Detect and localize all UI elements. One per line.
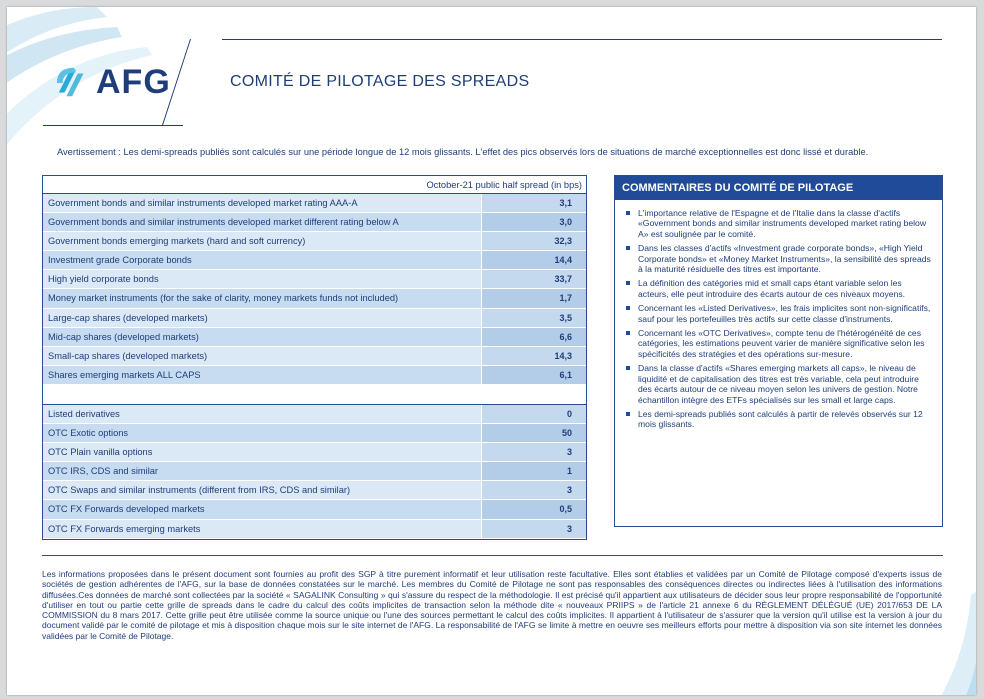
comment-item: L'importance relative de l'Espagne et de l'Italie dans la classe d'actifs «Government bonds and similar instruments developed market rating below A» est soulignée par le comité. [623, 208, 934, 239]
row-value: 50 [481, 424, 586, 442]
afg-logo [55, 63, 171, 102]
row-value: 6,6 [481, 328, 586, 346]
row-label: Government bonds emerging markets (hard and soft currency) [43, 232, 481, 250]
row-value: 3,5 [481, 309, 586, 327]
row-value: 1,7 [481, 289, 586, 307]
disclaimer-text: Les informations proposées dans le présent document sont fournies au profit des SGP à titre purement informatif et leur utilisation reste facultative. Elles sont établies et validées par un Comité de Pilotage composé d'experts issus de sociétés de gestion adhérentes de l'AFG, sur la base de données constatées sur le marché. Les membres du Comité de Pilotage ne sont pas responsables des conséquences directes ou indirectes liées à l'utilisation des informations diffusées.Ces données de marché sont collectées par la société « SAGALINK Consulting » qui s'assure du respect de la méthodologie. Il est précisé qu'il appartient aux utilisateurs de décider sous leur propre responsabilité de l'opportunité d'utiliser en tout ou partie cette grille de spreads dans le cadre du calcul des coûts implicites de transaction selon la méthode dite « nouveaux PRIIPS » de l'article 21 annexe 6 du RÈGLEMENT DÉLÉGUÉ (UE) 2017/653 DE LA COMMISSION du 8 mars 2017. Cette grille peut être utilisée comme la source unique ou l'une des sources permettant le calcul des coûts implicites. Il appartient à l'utilisateur de s'assurer que la version qu'il utilise est la version à jour du document validé par le comité de pilotage et mis à disposition chaque mois sur le site internet de l'AFG. La responsabilité de l'AFG se limite à mettre en oeuvre ses meilleurs efforts pour mettre à disposition via son site internet les données validées par le Comité de Pilotage. [42, 569, 942, 641]
table-row [43, 520, 586, 539]
table-row [43, 251, 586, 270]
table-row [43, 500, 586, 519]
row-label: Listed derivatives [43, 405, 481, 423]
header-rule [222, 39, 942, 40]
row-label: OTC IRS, CDS and similar [43, 462, 481, 480]
page-title: COMITÉ DE PILOTAGE DES SPREADS [230, 73, 530, 90]
comment-item: La définition des catégories mid et small caps étant variable selon les acteurs, elle peut introduire des écarts autour de ces niveaux moyens. [623, 278, 934, 299]
comments-title: COMMENTAIRES DU COMITÉ DE PILOTAGE [615, 176, 942, 200]
row-label: OTC FX Forwards emerging markets [43, 520, 481, 538]
row-value: 3,0 [481, 213, 586, 231]
row-value: 32,3 [481, 232, 586, 250]
row-label: OTC FX Forwards developed markets [43, 500, 481, 518]
row-value: 0 [481, 405, 586, 423]
row-label: Government bonds and similar instruments developed market different rating below A [43, 213, 481, 231]
row-label: Large-cap shares (developed markets) [43, 309, 481, 327]
decorative-swoosh-bottom-right [916, 585, 976, 695]
row-value: 0,5 [481, 500, 586, 518]
spread-table [42, 175, 587, 540]
row-label: Shares emerging markets ALL CAPS [43, 366, 481, 384]
table-row [43, 289, 586, 308]
row-label: Small-cap shares (developed markets) [43, 347, 481, 365]
table-row [43, 270, 586, 289]
table-row [43, 232, 586, 251]
row-value: 3 [481, 443, 586, 461]
row-label: High yield corporate bonds [43, 270, 481, 288]
row-label: Government bonds and similar instruments developed market rating AAA-A [43, 194, 481, 212]
row-label: OTC Plain vanilla options [43, 443, 481, 461]
table-row [43, 328, 586, 347]
comment-item: Dans les classes d'actifs «Investment grade corporate bonds», «High Yield Corporate bonds» et «Money Market Instruments», la sensibilité des spreads à la maturité résiduelle des titres est importante. [623, 243, 934, 274]
table-group-derivatives [43, 405, 586, 539]
table-header-label: October-21 public half spread (in bps) [426, 180, 582, 190]
row-label: OTC Swaps and similar instruments (different from IRS, CDS and similar) [43, 481, 481, 499]
comment-item: Les demi-spreads publiés sont calculés à partir de relevés observés sur 12 mois glissants. [623, 409, 934, 430]
row-label: Investment grade Corporate bonds [43, 251, 481, 269]
table-row [43, 366, 586, 385]
row-value: 14,3 [481, 347, 586, 365]
table-group-bonds-shares [43, 194, 586, 385]
row-value: 3 [481, 481, 586, 499]
row-label: OTC Exotic options [43, 424, 481, 442]
row-value: 3 [481, 520, 586, 538]
comments-list [615, 200, 942, 430]
comment-item: Concernant les «Listed Derivatives», les frais implicites sont non-significatifs, sauf pour les portefeuilles très actifs sur cette classe d'instruments. [623, 303, 934, 324]
afg-logo-mark-icon [55, 64, 93, 102]
table-row [43, 213, 586, 232]
table-header [43, 176, 586, 194]
warning-text: Avertissement : Les demi-spreads publiés sont calculés sur une période longue de 12 mois glissants. L'effet des pics observés lors de situations de marché exceptionnelles est donc lissé et durable. [57, 147, 869, 157]
row-value: 1 [481, 462, 586, 480]
document-page [7, 7, 976, 695]
comments-panel [614, 175, 943, 527]
afg-logo-text: AFG [96, 63, 171, 101]
table-group-separator [43, 385, 586, 405]
row-value: 3,1 [481, 194, 586, 212]
row-label: Money market instruments (for the sake of clarity, money markets funds not included) [43, 289, 481, 307]
row-value: 6,1 [481, 366, 586, 384]
comment-item: Dans la classe d'actifs «Shares emerging markets all caps», le niveau de liquidité et de capitalisation des titres est très variable, cela peut introduire des écarts autour de ce niveau moyen selon les univers de gestion. Notre échantillon intègre des ETFs spécialisés sur les small et large caps. [623, 363, 934, 405]
table-row [43, 462, 586, 481]
row-value: 14,4 [481, 251, 586, 269]
comment-item: Concernant les «OTC Derivatives», compte tenu de l'hétérogénéité de ces catégories, les estimations peuvent varier de manière significative selon les spécificités des stratégies et des opérations sur-mesure. [623, 328, 934, 359]
row-label: Mid-cap shares (developed markets) [43, 328, 481, 346]
table-row [43, 481, 586, 500]
header-rule-bottom [43, 125, 183, 126]
table-row [43, 405, 586, 424]
table-row [43, 424, 586, 443]
table-row [43, 347, 586, 366]
footer-rule [42, 555, 943, 556]
table-row [43, 309, 586, 328]
table-row [43, 443, 586, 462]
table-row [43, 194, 586, 213]
row-value: 33,7 [481, 270, 586, 288]
